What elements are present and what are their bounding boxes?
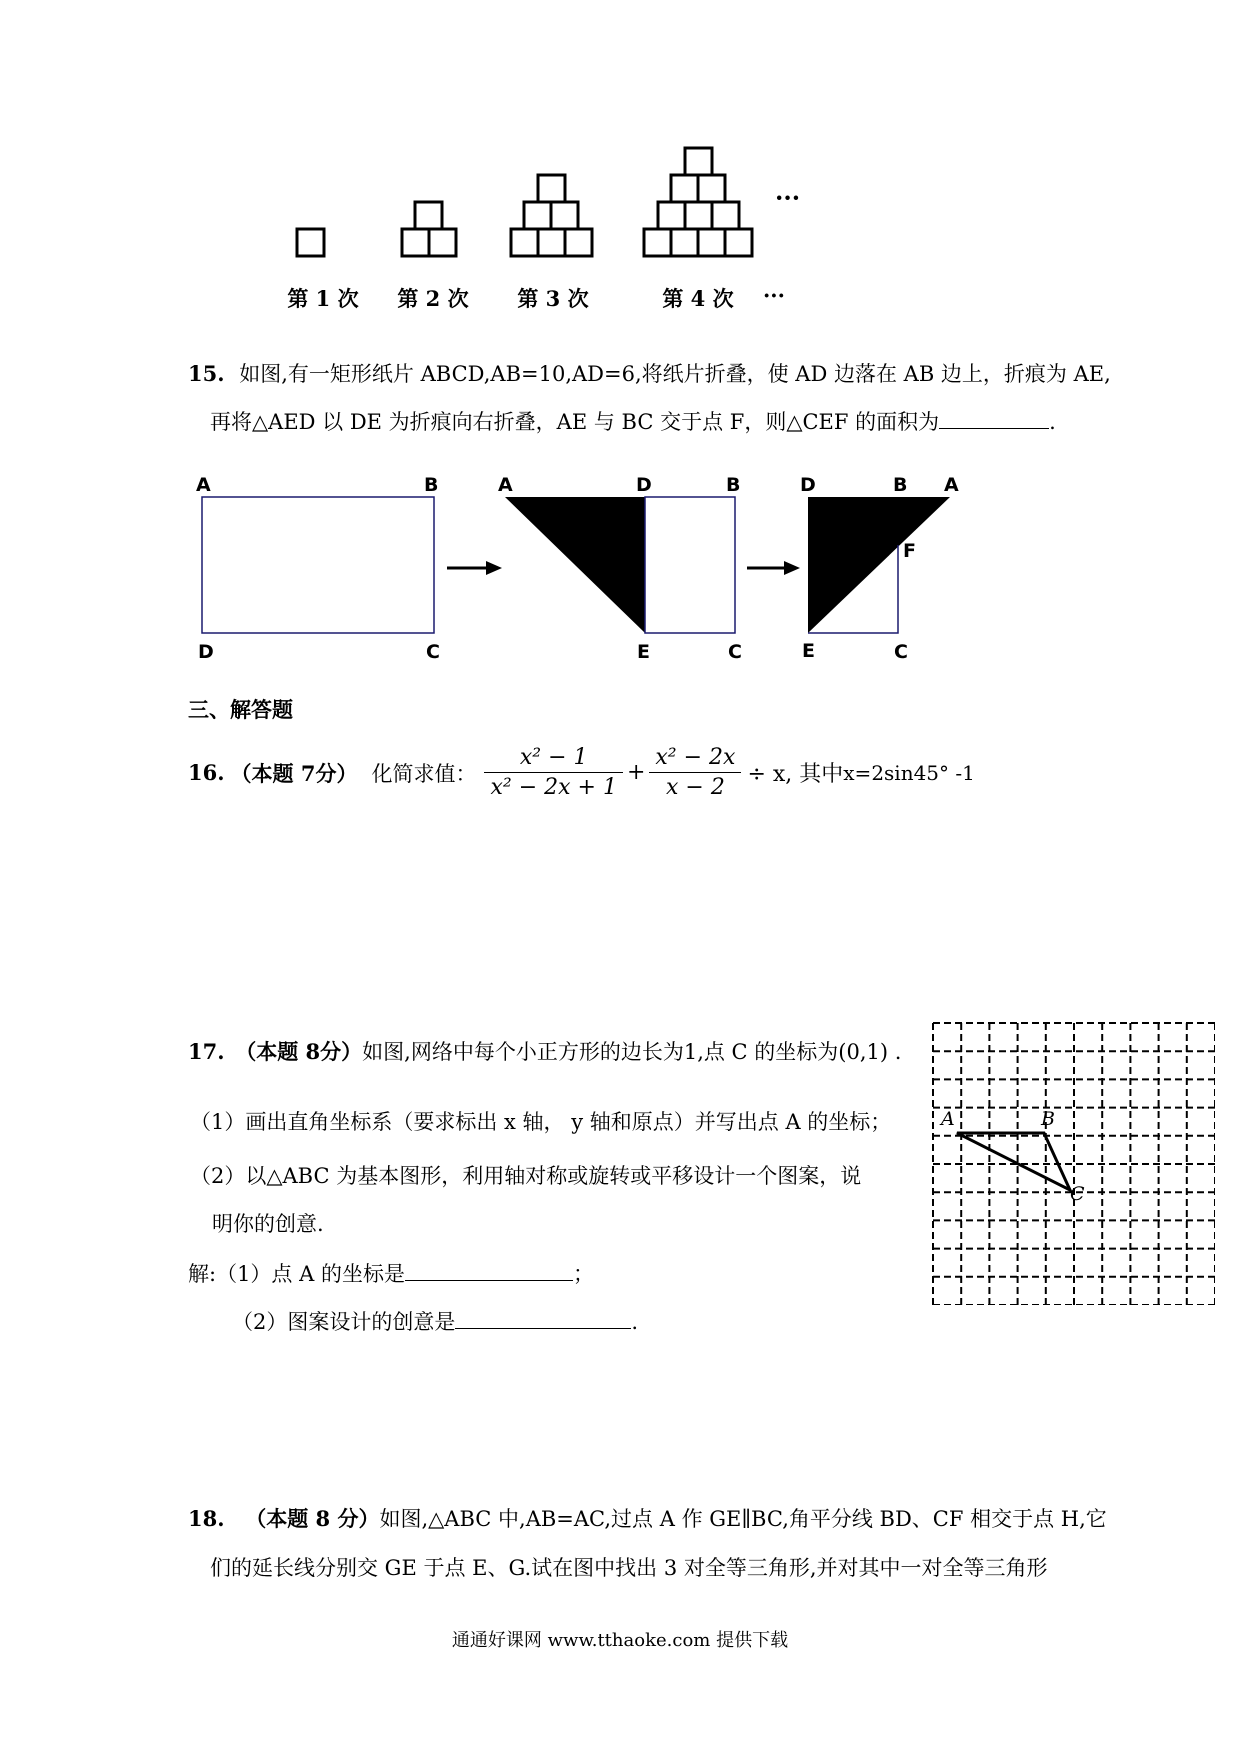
q18-line1-row — [188, 1503, 1107, 1533]
fig1-label-b: B — [424, 474, 439, 496]
q16-prompt: 化简求值： — [371, 761, 477, 786]
fold-figure — [190, 470, 990, 670]
q15-number: 15. — [188, 361, 225, 386]
fig1-label-c: C — [426, 641, 440, 663]
q17-points: （本题 8分） — [235, 1039, 363, 1064]
q17-answer2-label: （2）图案设计的创意是 — [232, 1310, 456, 1334]
q17-answer1-label: 解:（1）点 A 的坐标是 — [188, 1262, 405, 1286]
pattern-ellipsis: ··· — [775, 183, 801, 212]
step-label-4: 第 4 次 — [662, 286, 734, 311]
q17-part2-line1: （2）以△ABC 为基本图形，利用轴对称或旋转或平移设计一个图案，说 — [190, 1164, 862, 1188]
grid-label-c: C — [1070, 1183, 1085, 1205]
q16-frac2-numerator: x² − 2x — [649, 745, 741, 773]
q17-answer1-row — [188, 1258, 594, 1288]
q17-answer2-blank[interactable] — [455, 1310, 631, 1329]
block-pattern-figure — [280, 140, 840, 270]
q17-part2-line2: 明你的创意. — [212, 1212, 324, 1236]
q15-line1 — [188, 358, 1111, 388]
q17-stem-line — [188, 1036, 901, 1066]
q15-text-line1: 如图,有一矩形纸片 ABCD,AB=10,AD=6,将纸片折叠，使 AD 边落在 AB 边上，折痕为 AE, — [239, 362, 1111, 386]
fig1-label-d: D — [198, 641, 214, 663]
q18-line1: 如图,△ABC 中,AB=AC,过点 A 作 GE∥BC,角平分线 BD、CF 相交于点 H,它 — [379, 1507, 1107, 1531]
q16-fraction-2 — [649, 745, 741, 800]
q17-number: 17. — [188, 1039, 225, 1064]
q15-text-line2: 再将△AED 以 DE 为折痕向右折叠，AE 与 BC 交于点 F，则△CEF 的面积为 — [210, 410, 940, 434]
step-label-1: 第 1 次 — [287, 286, 359, 311]
section-title: 三、解答题 — [188, 697, 293, 722]
q17-part1: （1）画出直角坐标系（要求标出 x 轴， y 轴和原点）并写出点 A 的坐标； — [190, 1110, 892, 1134]
fig3-label-a: A — [944, 474, 959, 496]
q18-points: （本题 8 分） — [245, 1506, 380, 1531]
q16-plus: + — [626, 760, 646, 785]
step-label-3: 第 3 次 — [517, 286, 589, 311]
q17-answer2-row — [232, 1306, 638, 1336]
q16-divide: ÷ x, 其中 — [747, 762, 844, 787]
q16-row — [188, 745, 975, 800]
q15-end: . — [1049, 410, 1056, 434]
step-ellipsis: ··· — [763, 283, 785, 308]
grid-label-b: B — [1041, 1108, 1055, 1130]
q16-frac1-numerator: x² − 1 — [484, 745, 622, 773]
fig2-label-a: A — [498, 474, 513, 496]
fig2-label-e: E — [637, 641, 650, 663]
q16-frac1-denominator: x² − 2x + 1 — [490, 775, 617, 800]
q18-number: 18. — [188, 1506, 225, 1531]
grid-figure — [930, 1020, 1215, 1305]
fig2-label-d: D — [636, 474, 652, 496]
q16-frac2-denominator: x − 2 — [666, 775, 725, 800]
grid-label-a: A — [941, 1108, 955, 1130]
fig3-label-e: E — [802, 640, 815, 662]
q17-answer2-end: . — [631, 1310, 639, 1334]
q18-line2: 们的延长线分别交 GE 于点 E、G.试在图中找出 3 对全等三角形,并对其中一对全等三角形 — [210, 1556, 1048, 1580]
fig3-label-f: F — [903, 540, 916, 562]
footer-text: 通通好课网 www.tthaoke.com 提供下载 — [451, 1630, 789, 1651]
step-label-2: 第 2 次 — [397, 286, 469, 311]
fig2-label-b: B — [726, 474, 741, 496]
q16-points: （本题 7分） — [230, 760, 358, 786]
fig3-label-d: D — [800, 474, 816, 496]
q16-fraction-1 — [484, 745, 622, 800]
fig2-label-c: C — [728, 641, 742, 663]
q15-line2 — [210, 406, 1056, 436]
fig1-label-a: A — [196, 474, 211, 496]
fig3-label-c: C — [894, 641, 908, 663]
fig3-label-b: B — [893, 474, 908, 496]
q17-answer1-blank[interactable] — [405, 1262, 573, 1281]
q17-answer1-end: ； — [572, 1262, 594, 1286]
q17-stem: 如图,网络中每个小正方形的边长为1,点 C 的坐标为(0,1) . — [362, 1040, 902, 1064]
q16-number: 16. — [188, 760, 225, 785]
q15-answer-blank[interactable] — [939, 410, 1049, 429]
q16-condition: x=2sin45° -1 — [843, 760, 975, 785]
